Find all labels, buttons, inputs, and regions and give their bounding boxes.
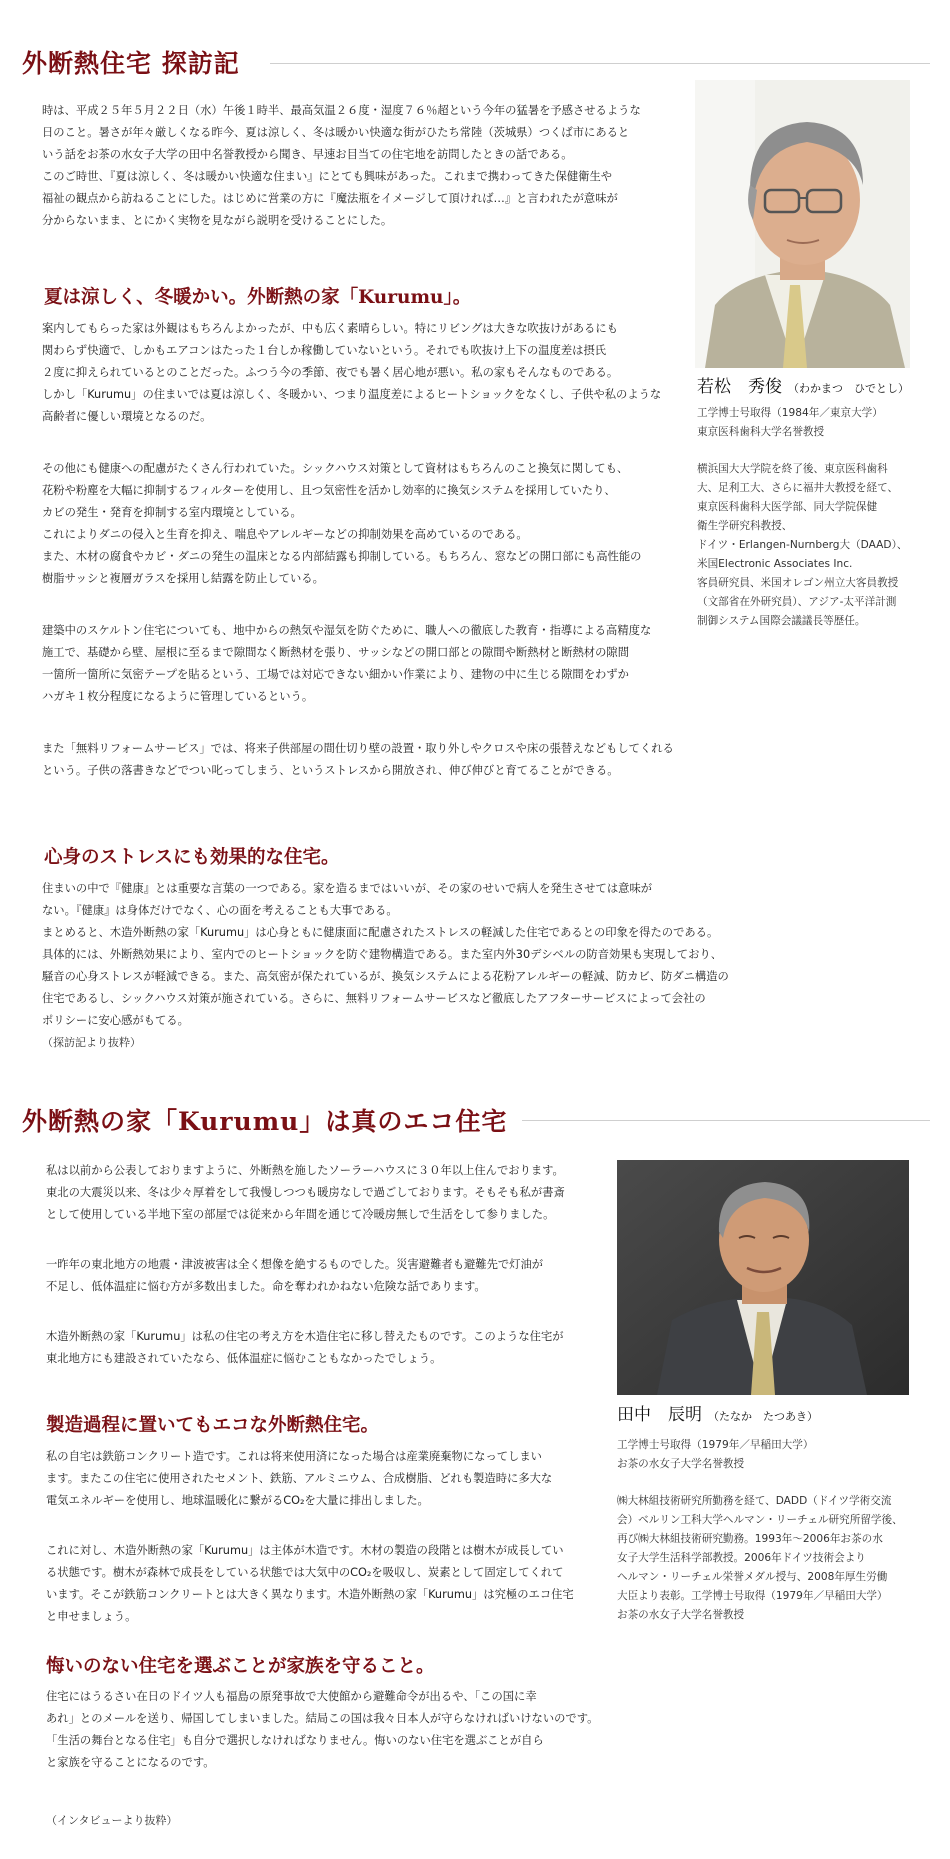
text-line: 福祉の観点から訪ねることにした。はじめに営業の方に『魔法瓶をイメージして頂ければ…』と言われたが意味が xyxy=(42,192,618,205)
portrait-wakamatsu xyxy=(695,80,910,368)
section2-body3 xyxy=(46,1686,666,1774)
bio-line: お茶の水女子大学名誉教授 xyxy=(617,1458,745,1470)
person1-name-line xyxy=(697,372,909,397)
text-line: 騒音の心身ストレスが軽減できる。また、高気密が保たれているが、換気システムによる花粉アレルギーの軽減、防カビ、防ダニ構造の xyxy=(42,970,729,983)
text-line: ない。『健康』は身体だけでなく、心の面を考えることも大事である。 xyxy=(42,904,398,917)
section1-title-rule xyxy=(270,63,930,64)
text-line: と家族を守ることになるのです。 xyxy=(46,1756,215,1769)
section1-heading2: 心身のストレスにも効果的な住宅。 xyxy=(44,847,340,868)
text-line: 高齢者に優しい環境となるのだ。 xyxy=(42,410,212,423)
text-line: ます。またこの住宅に使用されたセメント、鉄筋、アルミニウム、合成樹脂、どれも製造時に多大な xyxy=(46,1472,553,1485)
text-line: 具体的には、外断熱効果により、室内でのヒートショックを防ぐ建物構造である。また室内外30デシベルの防音効果も実現しており、 xyxy=(42,948,722,961)
text-line: 時は、平成２５年５月２２日（水）午後１時半、最高気温２６度・湿度７６％超という今年の猛暑を予感させるような xyxy=(42,104,641,117)
bio-line: 制御システム国際会議議長等歴任。 xyxy=(697,615,866,627)
text-line: このご時世、『夏は涼しく、冬は暖かい快適な住まい』にとても興味があった。これまで携わってきた保健衛生や xyxy=(42,170,613,183)
bio-line: 横浜国大大学院を終了後、東京医科歯科 xyxy=(697,463,888,475)
text-line: 一昨年の東北地方の地震・津波被害は全く想像を絶するものでした。災害避難者も避難先で灯油が xyxy=(46,1258,544,1271)
text-line: 木造外断熱の家「Kurumu」は私の住宅の考え方を木造住宅に移し替えたものです。このような住宅が xyxy=(46,1330,564,1343)
text-line: 私は以前から公表しておりますように、外断熱を施したソーラーハウスに３０年以上住んでおります。 xyxy=(46,1164,564,1177)
bio-line: ドイツ・Erlangen-Nurnberg大（DAAD）、 xyxy=(697,539,908,551)
person1-name: 若松 秀俊 xyxy=(697,377,782,397)
portrait-tanaka xyxy=(617,1160,909,1395)
section2-heading1: 製造過程に置いてもエコな外断熱住宅。 xyxy=(46,1415,380,1436)
text-line: しかし「Kurumu」の住まいでは夏は涼しく、冬暖かい、つまり温度差によるヒートショックをなくし、子供や私のような xyxy=(42,388,662,401)
section1-heading1: 夏は涼しく、冬暖かい。外断熱の家「Kurumu」。 xyxy=(44,287,472,308)
bio-line: 再び㈱大林組技術研究勤務。1993年～2006年お茶の水 xyxy=(617,1533,883,1545)
section1-body xyxy=(42,318,692,782)
bio-line: お茶の水女子大学名誉教授 xyxy=(617,1609,745,1621)
text-line: 電気エネルギーを使用し、地球温暖化に繋がるCO₂を大量に排出しました。 xyxy=(46,1494,429,1507)
section2-body xyxy=(46,1160,606,1370)
section1-credit: （探訪記より抜粋） xyxy=(42,1036,141,1049)
text-line: として使用している半地下室の部屋では従来から年間を通じて冷暖房無しで生活をして参りました。 xyxy=(46,1208,555,1221)
bio-line: 工学博士号取得（1979年／早稲田大学） xyxy=(617,1439,814,1451)
text-line: ポリシーに安心感がもてる。 xyxy=(42,1014,189,1027)
bio-line: ㈱大林組技術研究所勤務を経て、DADD（ドイツ学術交流 xyxy=(617,1495,892,1507)
text-line: いう話をお茶の水女子大学の田中名誉教授から聞き、早速お目当ての住宅地を訪問したときの話である。 xyxy=(42,148,573,161)
section1-body2 xyxy=(42,878,802,1054)
person2-bio1 xyxy=(617,1436,937,1474)
text-line: 案内してもらった家は外観はもちろんよかったが、中も広く素晴らしい。特にリビングは大きな吹抜けがあるにも xyxy=(42,322,618,335)
bio-line: 会）ベルリン工科大学ヘルマン・リーチェル研究所留学後、 xyxy=(617,1514,903,1526)
text-line: 住宅であるし、シックハウス対策が施されている。さらに、無料リフォームサービスなど徹底したアフターサービスによって会社の xyxy=(42,992,706,1005)
text-line: 東北地方にも建設されていたなら、低体温症に悩むこともなかったでしょう。 xyxy=(46,1352,442,1365)
text-line: 不足し、低体温症に悩む方が多数出ました。命を奪われかねない危険な話であります。 xyxy=(46,1280,486,1293)
text-line: 分からないまま、とにかく実物を見ながら説明を受けることにした。 xyxy=(42,214,393,227)
portrait-wakamatsu-image xyxy=(695,80,910,368)
text-line: 住宅にはうるさい在日のドイツ人も福島の原発事故で大使館から避難命令が出るや、「この国に幸 xyxy=(46,1690,537,1703)
bio-line: 工学博士号取得（1984年／東京大学） xyxy=(697,407,883,419)
text-line: います。そこが鉄筋コンクリートとは大きく異なります。木造外断熱の家「Kurumu」は究極のエコ住宅 xyxy=(46,1588,574,1601)
text-line: これに対し、木造外断熱の家「Kurumu」は主体が木造です。木材の製造の段階とは樹木が成長してい xyxy=(46,1544,564,1557)
person1-kana: （わかまつ ひでとし） xyxy=(788,382,909,395)
person1-bio1 xyxy=(697,404,937,442)
section2-title: 外断熱の家「Kurumu」は真のエコ住宅 xyxy=(22,1107,508,1136)
portrait-tanaka-image xyxy=(617,1160,909,1395)
text-line: 施工で、基礎から壁、屋根に至るまで隙間なく断熱材を張り、サッシなどの開口部との隙間や断熱材と断熱材の隙間 xyxy=(42,646,629,659)
person2-name: 田中 辰明 xyxy=(617,1405,702,1425)
text-line: また、木材の腐食やカビ・ダニの発生の温床となる内部結露も抑制している。もちろん、窓などの開口部にも高性能の xyxy=(42,550,642,563)
text-line: 私の自宅は鉄筋コンクリート造です。これは将来使用済になった場合は産業廃棄物になってしまい xyxy=(46,1450,542,1463)
person1-bio2 xyxy=(697,460,942,631)
section2-heading2: 悔いのない住宅を選ぶことが家族を守ること。 xyxy=(46,1656,435,1677)
text-line: ２度に抑えられているとのことだった。ふつう今の季節、夜でも暑く居心地が悪い。私の家もそんなものである。 xyxy=(42,366,619,379)
text-line: 日のこと。暑さが年々厳しくなる昨今、夏は涼しく、冬は暖かい快適な街がひたち常陸（茨城県）つくば市にあると xyxy=(42,126,630,139)
section1-intro xyxy=(42,100,682,232)
section2-title-rule xyxy=(522,1120,930,1121)
bio-line: 客員研究員、米国オレゴン州立大客員教授 xyxy=(697,577,899,589)
text-line: また「無料リフォームサービス」では、将来子供部屋の間仕切り壁の設置・取り外しやクロスや床の張替えなどもしてくれる xyxy=(42,742,674,755)
text-line: 一箇所一箇所に気密テープを貼るという、工場では対応できない細かい作業により、建物の中に生じる隙間をわずか xyxy=(42,668,629,681)
person2-kana: （たなか たつあき） xyxy=(708,1410,818,1423)
bio-line: 大臣より表彰。工学博士号取得（1979年／早稲田大学） xyxy=(617,1590,888,1602)
text-line: 関わらず快適で、しかもエアコンはたった１台しか稼働していないという。それでも吹抜け上下の温度差は摂氏 xyxy=(42,344,607,357)
text-line: その他にも健康への配慮がたくさん行われていた。シックハウス対策として資材はもちろんのこと換気に関しても、 xyxy=(42,462,629,475)
bio-line: 東京医科歯科大医学部、同大学院保健 xyxy=(697,501,878,513)
text-line: 東北の大震災以来、冬は少々厚着をして我慢しつつも暖房なしで過ごしております。そもそも私が書斎 xyxy=(46,1186,565,1199)
bio-line: 米国Electronic Associates Inc. xyxy=(697,558,853,570)
text-line: 住まいの中で『健康』とは重要な言葉の一つである。家を造るまではいいが、その家のせいで病人を発生させては意味が xyxy=(42,882,653,895)
text-line: 花粉や粉塵を大幅に抑制するフィルターを使用し、且つ気密性を活かし効率的に換気システムを採用していたり、 xyxy=(42,484,616,497)
section2-body2 xyxy=(46,1446,606,1628)
person2-name-line xyxy=(617,1400,818,1425)
bio-line: （文部省在外研究員）、アジア-太平洋計測 xyxy=(697,596,897,608)
bio-line: 衛生学研究科教授、 xyxy=(697,520,793,532)
text-line: 「生活の舞台となる住宅」も自分で選択しなければなりません。悔いのない住宅を選ぶことが自ら xyxy=(46,1734,544,1747)
text-line: カビの発生・発育を抑制する室内環境としている。 xyxy=(42,506,302,519)
bio-line: 女子大学生活科学部教授。2006年ドイツ技術会より xyxy=(617,1552,866,1564)
text-line: る状態です。樹木が森林で成長をしている状態では大気中のCO₂を吸収し、炭素として固定してくれて xyxy=(46,1566,564,1579)
text-line: まとめると、木造外断熱の家「Kurumu」は心身ともに健康面に配慮されたストレスの軽減した住宅であるとの印象を得たのである。 xyxy=(42,926,719,939)
bio-line: ヘルマン・リーチェル栄誉メダル授与、2008年厚生労働 xyxy=(617,1571,888,1583)
section2-credit: （インタビューより抜粋） xyxy=(46,1814,178,1827)
text-line: 樹脂サッシと複層ガラスを採用し結露を防止している。 xyxy=(42,572,324,585)
text-line: と申せましょう。 xyxy=(46,1610,137,1623)
text-line: あれ」とのメールを送り、帰国してしまいました。結局この国は我々日本人が守らなければいけないのです。 xyxy=(46,1712,599,1725)
bio-line: 東京医科歯科大学名誉教授 xyxy=(697,426,825,438)
bio-line: 大、足利工大、さらに福井大教授を経て、 xyxy=(697,482,899,494)
person2-bio2 xyxy=(617,1492,937,1625)
section1-title: 外断熱住宅 探訪記 xyxy=(22,49,240,78)
text-line: という。子供の落書きなどでつい叱ってしまう、というストレスから開放され、伸び伸びと育てることができる。 xyxy=(42,764,619,777)
text-line: 建築中のスケルトン住宅についても、地中からの熱気や湿気を防ぐために、職人への徹底した教育・指導による高精度な xyxy=(42,624,652,637)
text-line: ハガキ１枚分程度になるように管理しているという。 xyxy=(42,690,314,703)
text-line: これによりダニの侵入と生育を抑え、喘息やアレルギーなどの抑制効果を高めているのである。 xyxy=(42,528,528,541)
